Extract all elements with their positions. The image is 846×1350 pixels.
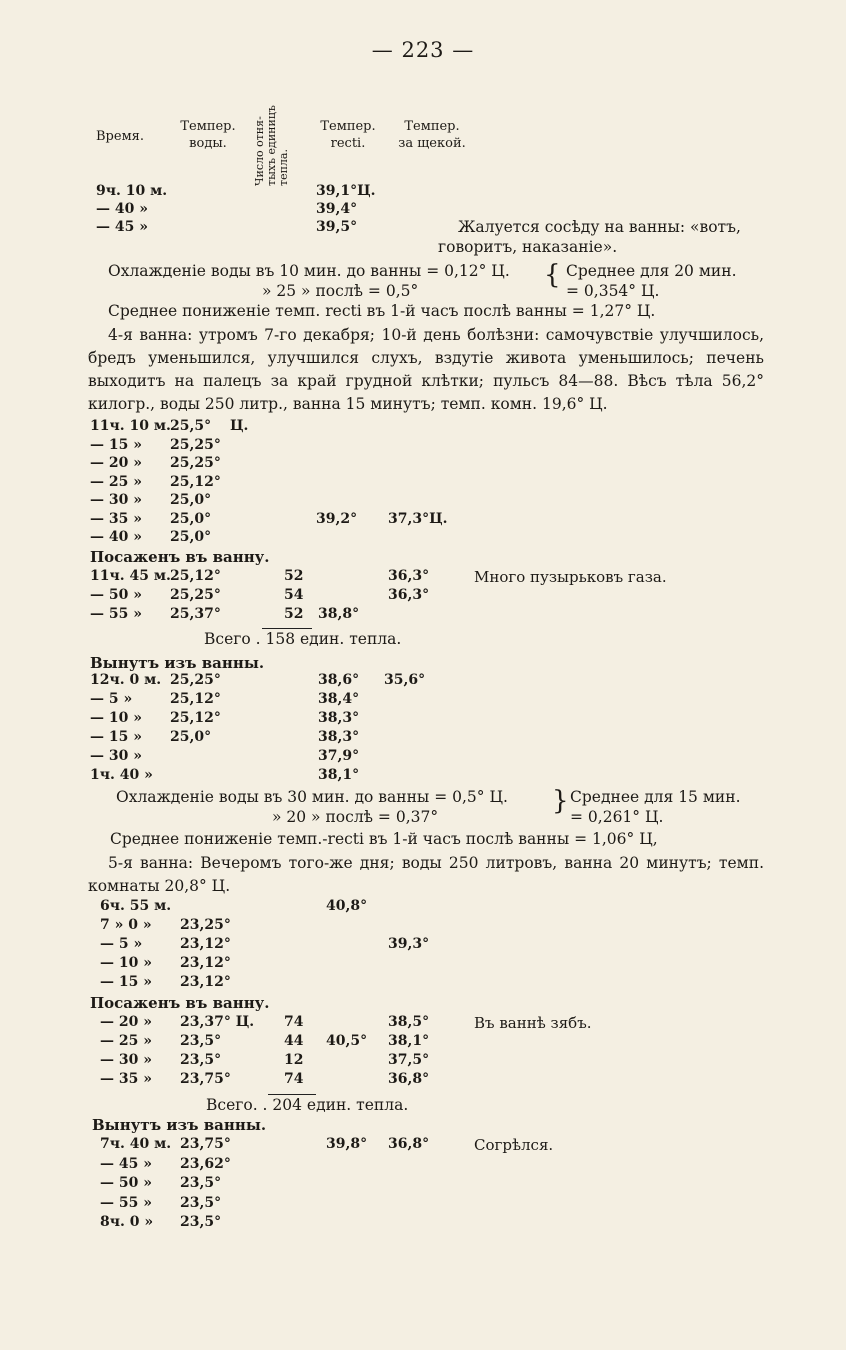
rect-temp-cell: 38,8° xyxy=(318,606,360,622)
heat-units-cell: 74 xyxy=(284,1014,304,1030)
time-cell: — 55 » xyxy=(90,606,142,622)
water-temp-cell: 23,5° xyxy=(180,1175,222,1191)
time-cell: 11ч. 10 м. xyxy=(90,418,171,434)
time-cell: — 5 » xyxy=(100,936,143,952)
average-cooling-label: Среднее для 20 мин. xyxy=(566,262,737,280)
bath-4-description: 4-я ванна: утромъ 7-го декабря; 10-й день болѣзни: самочувствіе улучшилось, бредъ уменьшился, улучшился слухъ, вздутіе живота уменьшилось; печень выходитъ на палецъ за край грудной клѣтки; пульсъ 84—88. Вѣсъ тѣла 56,2° килогр., воды 250 литр., ванна 15 минутъ; темп. комн. 19,6° Ц. xyxy=(88,326,764,413)
header-rect-temp: Темпер. recti. xyxy=(320,119,376,151)
water-temp-cell: 23,25° xyxy=(180,917,231,933)
rect-temp-cell: 40,8° xyxy=(326,898,368,914)
total-heat-2: Всего. . 204 един. тепла. xyxy=(206,1096,409,1114)
rect-temp-cell: 37,9° xyxy=(318,748,360,764)
water-temp-cell: 25,25° xyxy=(170,436,221,453)
water-temp-cell: 23,5° xyxy=(180,1194,222,1211)
water-temp-cell: 23,12° xyxy=(180,936,231,952)
note-cell: Согрѣлся. xyxy=(474,1136,554,1154)
rect-temp-cell: 38,1° xyxy=(318,767,360,783)
heat-units-cell: 52 xyxy=(284,606,304,622)
cheek-temp-cell: 36,3° xyxy=(388,587,430,603)
time-cell: — 30 » xyxy=(90,748,142,764)
water-temp-cell: 23,75° xyxy=(180,1136,231,1152)
seated-in-bath: Посаженъ въ ванну. xyxy=(90,548,270,566)
time-cell: — 55 » xyxy=(100,1194,152,1211)
bath-5-description: 5-я ванна: Вечеромъ того-же дня; воды 250 литровъ, ванна 20 минутъ; темп. комнаты 20,8° Ц. xyxy=(88,854,764,895)
time-cell: 11ч. 45 м. xyxy=(90,568,171,584)
table-row xyxy=(0,1214,846,1236)
water-temp-cell: 25,0° xyxy=(170,492,212,508)
mean-decrease: Среднее пониженіе темп. recti въ 1-й часъ послѣ ванны = 1,27° Ц. xyxy=(108,302,656,320)
rect-temp-cell: 38,6° xyxy=(318,672,360,688)
brace-2: } xyxy=(552,786,569,816)
header-cheek-temp: Темпер. за щекой. xyxy=(398,119,466,151)
time-cell: — 50 » xyxy=(100,1175,152,1191)
water-temp-cell: 25,0° xyxy=(170,529,212,545)
time-cell: 6ч. 55 м. xyxy=(100,898,172,914)
cheek-temp-cell: 39,3° xyxy=(388,936,430,952)
time-cell: — 35 » xyxy=(90,510,142,527)
heat-units-cell: 52 xyxy=(284,568,304,584)
cheek-temp-cell: 36,8° xyxy=(388,1136,430,1152)
time-cell: — 15 » xyxy=(100,974,152,990)
time-cell: — 35 » xyxy=(100,1071,152,1087)
rect-temp-cell: 38,3° xyxy=(318,729,360,745)
seated-in-bath-2: Посаженъ въ ванну. xyxy=(90,994,270,1012)
water-temp-cell: 25,25° xyxy=(170,672,221,688)
cooling-after: » 25 » послѣ = 0,5° xyxy=(262,282,419,300)
header-water-temp: Темпер. воды. xyxy=(180,119,236,151)
time-cell: — 25 » xyxy=(90,473,142,490)
time-cell: 7ч. 40 м. xyxy=(100,1136,172,1152)
time-cell: — 50 » xyxy=(90,587,142,603)
removed-from-bath-2: Вынутъ изъ ванны. xyxy=(92,1116,267,1134)
time-cell: — 20 » xyxy=(90,455,142,471)
water-temp-cell: 25,0° xyxy=(170,729,212,745)
rect-temp-cell: 39,4° xyxy=(316,201,358,217)
brace: { xyxy=(544,260,561,290)
removed-from-bath: Вынутъ изъ ванны. xyxy=(90,654,265,672)
average-cooling-value-2: = 0,261° Ц. xyxy=(570,808,664,826)
water-temp-cell: 23,5° xyxy=(180,1214,222,1230)
table-row xyxy=(0,1071,846,1093)
cheek-temp-cell: 36,3° xyxy=(388,568,430,584)
time-cell: — 30 » xyxy=(100,1052,152,1068)
average-cooling-label-2: Среднее для 15 мин. xyxy=(570,788,741,806)
time-cell: — 25 » xyxy=(100,1033,152,1049)
rect-temp-cell: 39,1°Ц. xyxy=(316,183,376,199)
rect-temp-cell: 39,8° xyxy=(326,1136,368,1152)
time-cell: — 45 » xyxy=(100,1155,152,1172)
time-cell: — 20 » xyxy=(100,1014,152,1030)
rect-temp-cell: 38,4° xyxy=(318,691,360,707)
water-temp-cell: 25,5° xyxy=(170,418,212,434)
rect-temp-cell: 40,5° xyxy=(326,1033,368,1049)
water-temp-cell: 23,5° xyxy=(180,1033,222,1049)
mean-decrease-2: Среднее пониженіе темп.-recti въ 1-й часъ послѣ ванны = 1,06° Ц, xyxy=(110,830,658,848)
note-cell: Много пузырьковъ газа. xyxy=(474,568,667,586)
heat-units-cell: 74 xyxy=(284,1071,304,1087)
water-temp-cell: 25,12° xyxy=(170,568,221,584)
rect-temp-cell: 39,2° xyxy=(316,510,358,527)
water-temp-cell: 25,25° xyxy=(170,587,221,603)
table-row xyxy=(0,606,846,628)
water-temp-cell: 25,37° xyxy=(170,606,221,622)
time-cell: 9ч. 10 м. xyxy=(96,183,168,199)
cheek-temp-cell: 36,8° xyxy=(388,1071,430,1087)
time-cell: — 10 » xyxy=(100,955,152,971)
time-cell: — 40 » xyxy=(96,201,148,217)
time-cell: — 15 » xyxy=(90,436,142,453)
average-cooling-value: = 0,354° Ц. xyxy=(566,282,660,300)
sum-rule xyxy=(262,628,312,629)
table-row xyxy=(0,767,846,789)
water-temp-cell: 23,5° xyxy=(180,1052,222,1068)
time-cell: — 15 » xyxy=(90,729,142,745)
water-temp-cell: 25,12° xyxy=(170,691,221,707)
note-line-1: Жалуется сосѣду на ванны: «вотъ, xyxy=(458,218,741,236)
rect-temp-cell: 39,5° xyxy=(316,219,358,235)
water-temp-cell: 25,25° xyxy=(170,455,221,471)
heat-units-cell: 54 xyxy=(284,587,304,603)
cheek-temp-cell: 37,3°Ц. xyxy=(388,510,448,527)
water-temp-cell: 23,12° xyxy=(180,974,231,990)
header-time: Время. xyxy=(96,129,145,144)
page-number: — 223 — xyxy=(371,38,475,62)
time-cell: 12ч. 0 м. xyxy=(90,672,162,688)
water-temp-cell: 25,12° xyxy=(170,473,221,490)
time-cell: 7 » 0 » xyxy=(100,917,152,933)
time-cell: 1ч. 40 » xyxy=(90,767,153,783)
note-cell: Въ ваннѣ зябъ. xyxy=(474,1014,592,1032)
time-cell: — 45 » xyxy=(96,219,148,235)
heat-units-cell: 12 xyxy=(284,1052,304,1068)
heat-units-cell: 44 xyxy=(284,1033,304,1049)
header-heat-units: Число отня- тыхъ единицъ тепла. xyxy=(253,105,290,186)
cooling-before: Охлажденіе воды въ 10 мин. до ванны = 0,12° Ц. xyxy=(108,262,510,280)
time-cell: — 10 » xyxy=(90,710,142,726)
water-temp-cell: 23,12° xyxy=(180,955,231,971)
cheek-temp-cell: 37,5° xyxy=(388,1052,430,1068)
cheek-temp-cell: 38,5° xyxy=(388,1014,430,1030)
cooling-before-2: Охлажденіе воды въ 30 мин. до ванны = 0,5° Ц. xyxy=(116,788,508,806)
time-cell: — 5 » xyxy=(90,691,133,707)
water-temp-cell: 25,12° xyxy=(170,710,221,726)
sum-rule-2 xyxy=(268,1094,316,1095)
time-cell: — 30 » xyxy=(90,492,142,508)
water-temp-cell: 23,62° xyxy=(180,1155,231,1172)
cheek-temp-cell: 35,6° xyxy=(384,672,426,688)
unit-cell: Ц. xyxy=(230,418,249,434)
water-temp-cell: 23,75° xyxy=(180,1071,231,1087)
water-temp-cell: 25,0° xyxy=(170,510,212,527)
time-cell: — 40 » xyxy=(90,529,142,545)
cooling-after-2: » 20 » послѣ = 0,37° xyxy=(272,808,439,826)
cheek-temp-cell: 38,1° xyxy=(388,1033,430,1049)
rect-temp-cell: 38,3° xyxy=(318,710,360,726)
note-line-2: говоритъ, наказаніе». xyxy=(438,238,618,256)
time-cell: 8ч. 0 » xyxy=(100,1214,154,1230)
water-temp-cell: 23,37° Ц. xyxy=(180,1014,255,1030)
total-heat-1: Всего . 158 един. тепла. xyxy=(204,630,402,648)
table-row xyxy=(0,974,846,996)
